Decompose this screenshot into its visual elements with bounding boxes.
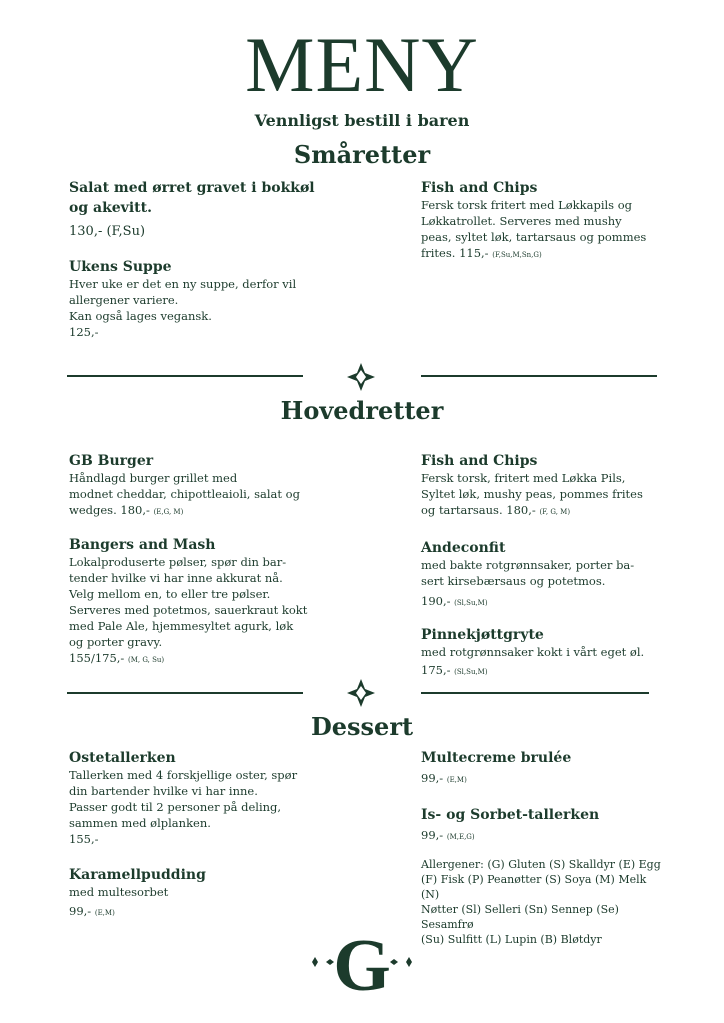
item-name: Fish and Chips [421, 180, 538, 196]
item-name: Bangers and Mash [69, 537, 216, 553]
item-description: peas, syltet løk, tartarsaus og pommes [421, 230, 647, 244]
section-title-dessert: Dessert [310, 712, 414, 741]
menu-item-ostetallerken [69, 749, 319, 847]
item-description: Hver uke er det en ny suppe, derfor vil [69, 277, 297, 291]
diamond-ornament-icon [346, 362, 376, 392]
item-description: Syltet løk, mushy peas, pommes frites [421, 487, 643, 501]
menu-item-fish-and-chips-small [421, 179, 661, 261]
item-name: Multecreme brulée [421, 750, 572, 766]
item-price: 115,- [459, 246, 489, 260]
item-description: Fersk torsk fritert med Løkkapils og [421, 198, 633, 212]
divider-line [67, 692, 303, 694]
item-name: Karamellpudding [69, 867, 206, 883]
menu-item-pinnekjottgryte [421, 626, 661, 678]
item-description: Passer godt til 2 personer på deling, [69, 800, 282, 814]
item-name: Fish and Chips [421, 453, 538, 469]
menu-item-gb-burger [69, 452, 319, 518]
item-price: 99,- [421, 771, 444, 785]
item-allergens: (F,Su,M,Sn,G) [492, 251, 542, 259]
item-name: Ostetallerken [69, 750, 176, 766]
item-allergens: (Sl,Su,M) [454, 668, 488, 676]
item-allergens: (E,G, M) [153, 508, 184, 516]
item-name: Andeconfit [421, 540, 506, 556]
gb-logo-icon [304, 924, 420, 1000]
item-price: 99,- [69, 904, 92, 918]
item-name: GB Burger [69, 453, 154, 469]
menu-item-andeconfit [421, 539, 661, 609]
item-description: Kan også lages vegansk. [69, 309, 212, 323]
menu-item-is-og-sorbet [421, 806, 661, 843]
item-description: modnet cheddar, chipottleaioli, salat og [69, 487, 300, 501]
item-price: 99,- [421, 828, 444, 842]
menu-item-ukens-suppe [69, 258, 319, 340]
allergen-legend [421, 857, 661, 947]
divider-line [421, 375, 657, 377]
item-description: og tartarsaus. [421, 503, 503, 517]
item-description: Tallerken med 4 forskjellige oster, spør [69, 768, 298, 782]
item-price: 125,- [69, 325, 99, 339]
item-description: wedges. [69, 503, 117, 517]
item-price: 175,- [421, 663, 451, 677]
item-description: Fersk torsk, fritert med Løkka Pils, [421, 471, 626, 485]
item-name: Salat med ørret gravet i bokkøl og akevitt. [69, 180, 315, 216]
item-price: 155,- [69, 832, 99, 846]
diamond-ornament-icon [346, 678, 376, 708]
item-description: Lokalproduserte pølser, spør din bar- [69, 555, 287, 569]
allergen-legend-line: (Su) Sulfitt (L) Lupin (B) Bløtdyr [421, 933, 602, 946]
item-allergens: (M, G, Su) [127, 656, 165, 664]
item-description: sert kirsebærsaus og potetmos. [421, 574, 606, 588]
menu-item-bangers-and-mash [69, 536, 319, 666]
item-allergens: (E,M) [94, 909, 115, 917]
item-description: tender hvilke vi har inne akkurat nå. [69, 571, 283, 585]
item-description: med bakte rotgrønnsaker, porter ba- [421, 558, 635, 572]
item-description: med rotgrønnsaker kokt i vårt eget øl. [421, 645, 645, 659]
item-name: Pinnekjøttgryte [421, 627, 544, 643]
item-price: 180,- [506, 503, 536, 517]
order-at-bar-note: Vennligst bestill i baren [254, 111, 470, 130]
item-allergens: (M,E,G) [446, 833, 475, 841]
menu-item-salat [69, 178, 319, 241]
item-allergens: (E,M) [446, 776, 467, 784]
logo-letter: G [333, 925, 391, 1000]
item-description: Håndlagd burger grillet med [69, 471, 238, 485]
menu-item-multecreme-brulee [421, 749, 661, 786]
item-description: Løkkatrollet. Serveres med mushy [421, 214, 622, 228]
item-description: din bartender hvilke vi har inne. [69, 784, 258, 798]
item-allergens: (Sl,Su,M) [454, 599, 488, 607]
item-name: Is- og Sorbet-tallerken [421, 807, 600, 823]
item-description: Velg mellom en, to eller tre pølser. [69, 587, 271, 601]
divider-line [67, 375, 303, 377]
allergen-legend-line: Nøtter (Sl) Selleri (Sn) Sennep (Se) Sesamfrø [421, 903, 619, 931]
menu-title: MENY [245, 21, 479, 108]
item-description: med multesorbet [69, 885, 169, 899]
item-description: med Pale Ale, hjemmesyltet agurk, løk [69, 619, 294, 633]
item-price: 155/175,- [69, 651, 125, 665]
item-description: sammen med ølplanken. [69, 816, 211, 830]
menu-item-fish-and-chips [421, 452, 661, 518]
section-title-hovedretter: Hovedretter [280, 396, 444, 425]
item-price: 130,- (F,Su) [69, 224, 146, 239]
allergen-legend-line: (F) Fisk (P) Peanøtter (S) Soya (M) Melk (N) [421, 873, 647, 901]
item-price: 180,- [120, 503, 150, 517]
item-description: frites. [421, 246, 456, 260]
allergen-legend-line: Allergener: (G) Gluten (S) Skalldyr (E) Egg [421, 858, 661, 871]
item-price: 190,- [421, 594, 451, 608]
menu-item-karamellpudding [69, 866, 319, 919]
item-allergens: (F, G, M) [539, 508, 571, 516]
section-title-smaretter: Småretter [293, 140, 431, 169]
item-description: allergener variere. [69, 293, 179, 307]
divider-line [421, 692, 649, 694]
item-description: og porter gravy. [69, 635, 163, 649]
item-description: Serveres med potetmos, sauerkraut kokt [69, 603, 308, 617]
item-name: Ukens Suppe [69, 259, 172, 275]
